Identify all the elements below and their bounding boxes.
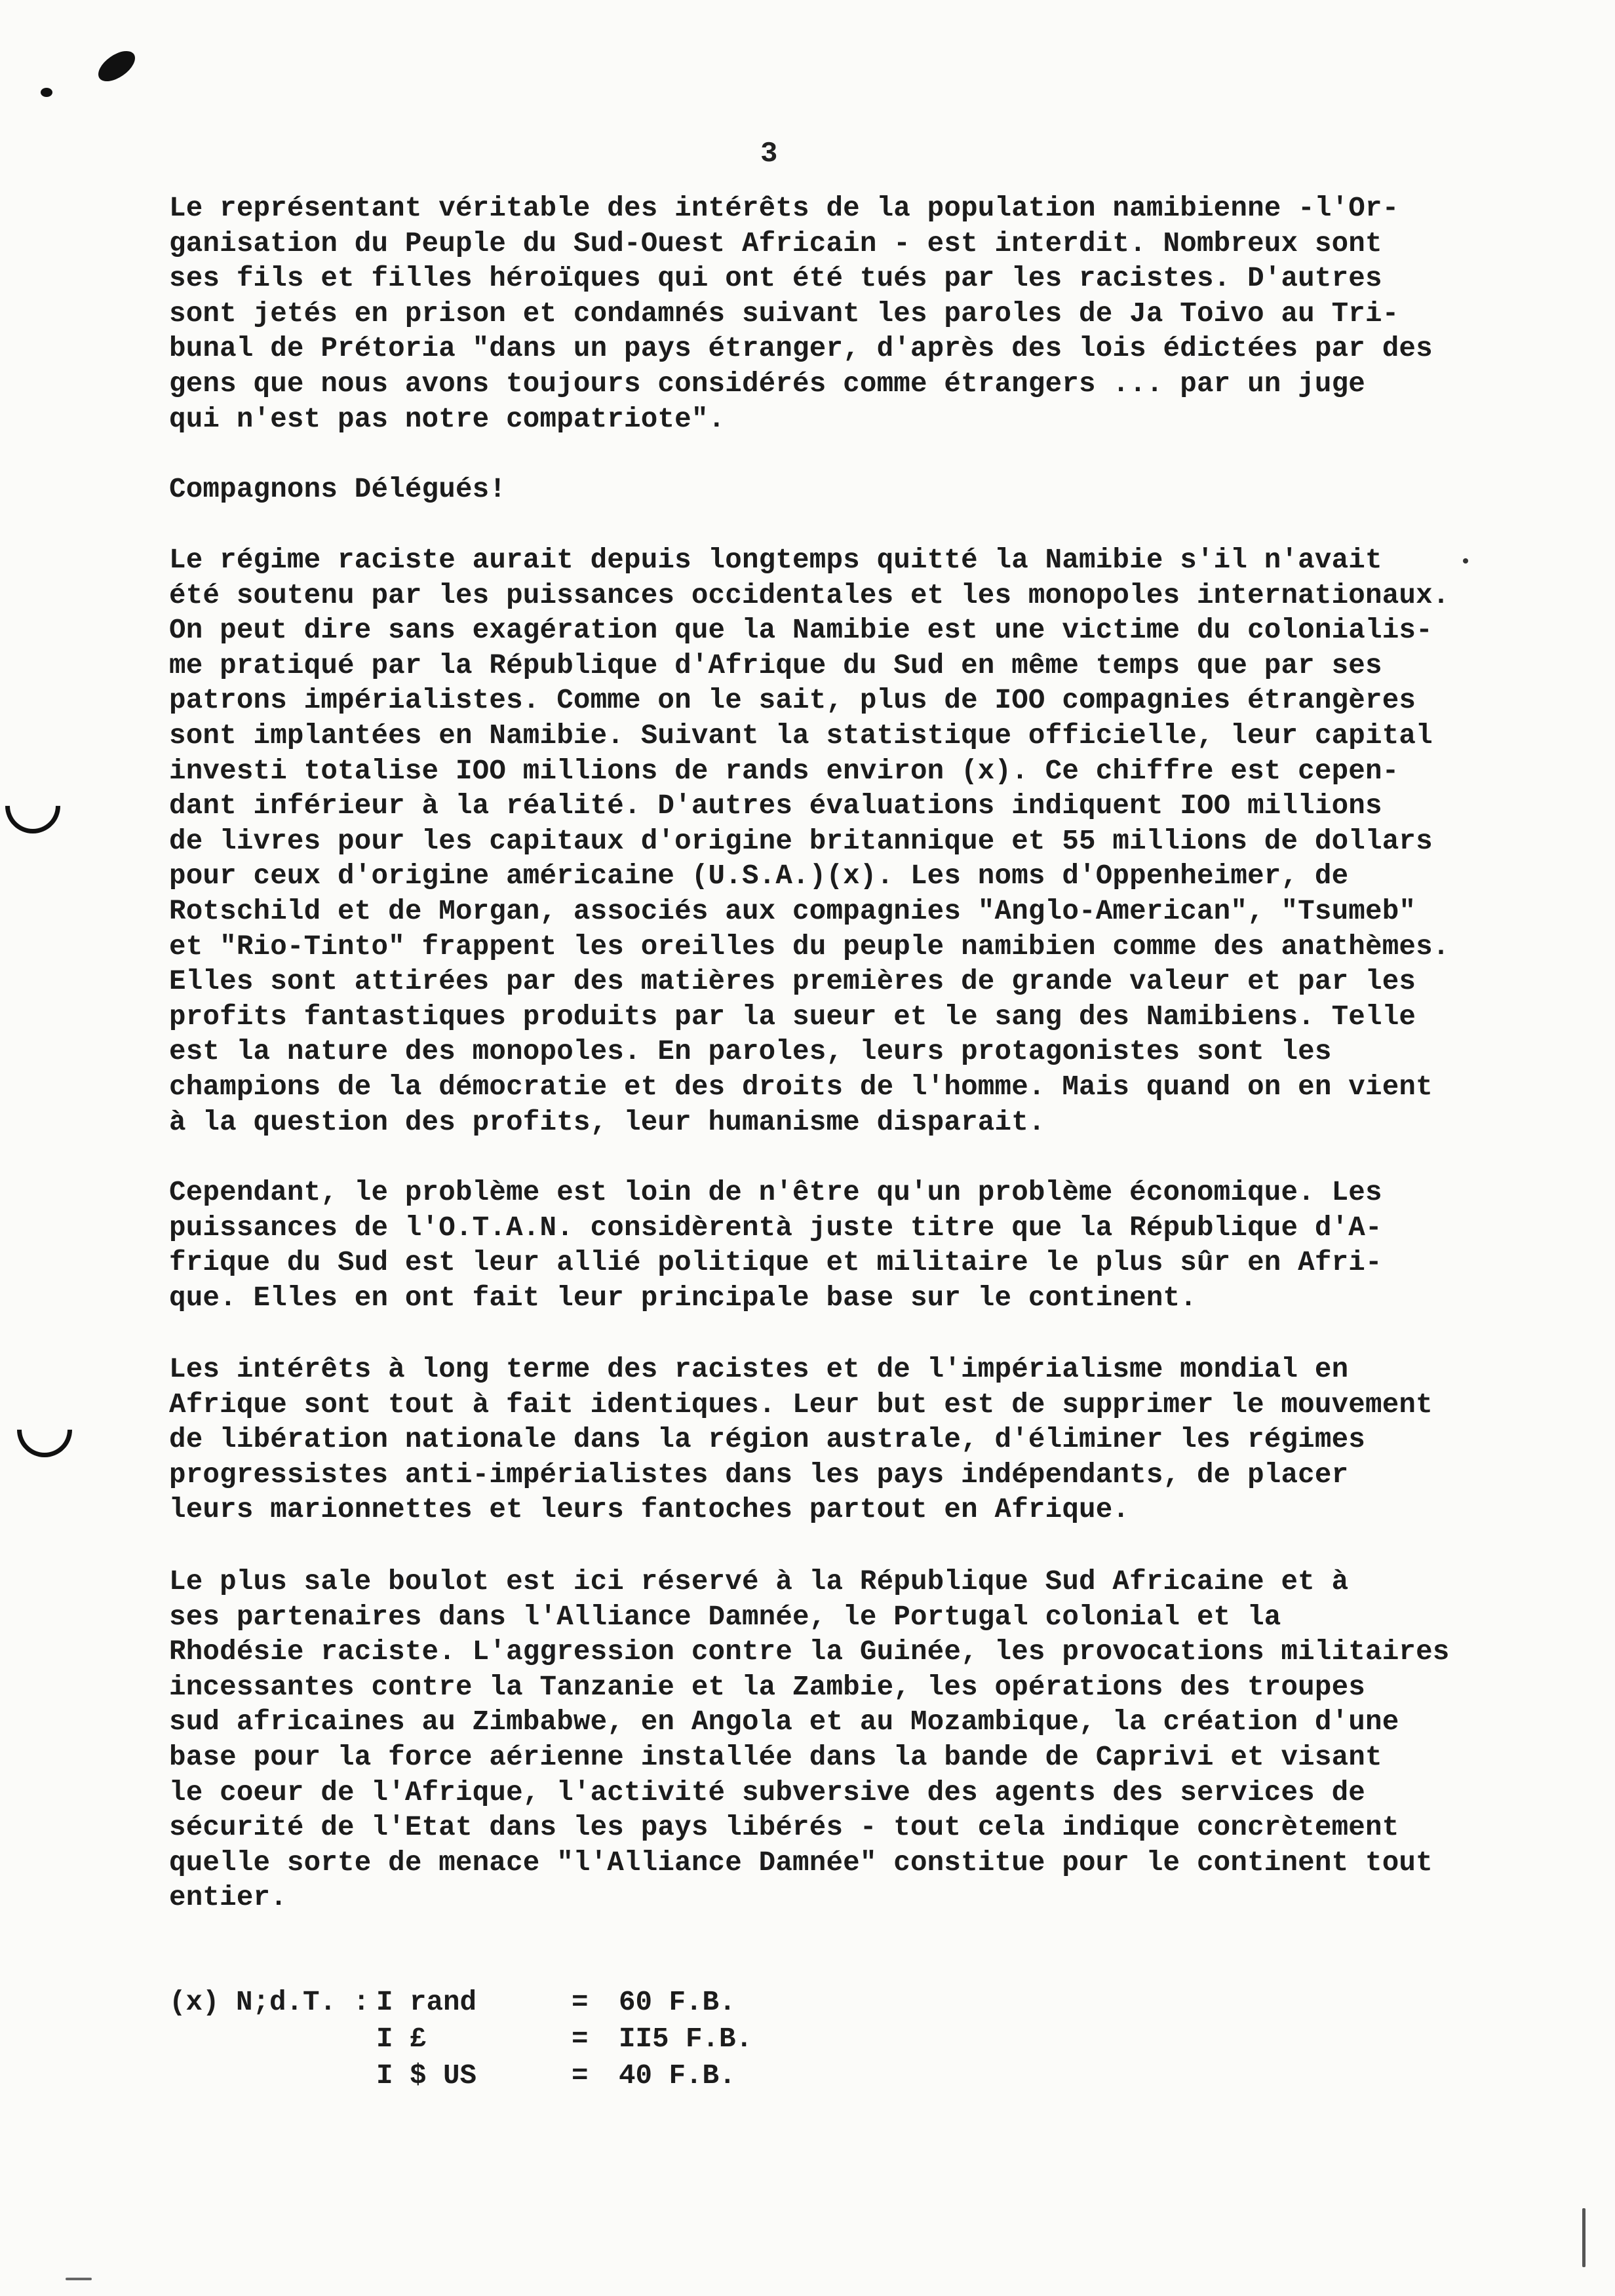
dust-speck	[66, 2278, 92, 2280]
text-line: Le régime raciste aurait depuis longtemps quitté la Namibie s'il n'avait	[169, 545, 1382, 576]
text-line: ses fils et filles héroïques qui ont été tués par les racistes. D'autres	[169, 263, 1382, 295]
text-line: On peut dire sans exagération que la Namibie est une victime du colonialis-	[169, 615, 1433, 647]
text-line: été soutenu par les puissances occidentales et les monopoles internationaux.	[169, 579, 1450, 611]
text-line: entier.	[169, 1882, 287, 1914]
text-line: bunal de Prétoria "dans un pays étranger, d'après des lois édictées par des	[169, 333, 1433, 365]
text-line: profits fantastiques produits par la sueur et le sang des Namibiens. Telle	[169, 1001, 1416, 1033]
text-line: Rotschild et de Morgan, associés aux compagnies "Anglo-American", "Tsumeb"	[169, 895, 1416, 927]
footnote-value: 40 F.B.	[619, 2060, 736, 2092]
text-line: frique du Sud est leur allié politique et militaire le plus sûr en Afri-	[169, 1247, 1382, 1279]
footnote-value: II5 F.B.	[619, 2023, 753, 2055]
text-line: pour ceux d'origine américaine (U.S.A.)(x). Les noms d'Oppenheimer, de	[169, 860, 1349, 892]
text-line: leurs marionnettes et leurs fantoches partout en Afrique.	[169, 1494, 1130, 1526]
text-line: champions de la démocratie et des droits de l'homme. Mais quand on en vient	[169, 1071, 1433, 1103]
text-line: le coeur de l'Afrique, l'activité subversive des agents des services de	[169, 1776, 1365, 1808]
margin-mark-bottom	[6, 1391, 84, 1469]
text-line: progressistes anti-impérialistes dans les pays indépendants, de placer	[169, 1459, 1349, 1491]
footnote-unit: I rand	[376, 1987, 477, 2018]
text-line: investi totalise IOO millions de rands environ (x). Ce chiffre est cepen-	[169, 755, 1399, 787]
text-line: Le plus sale boulot est ici réservé à la République Sud Africaine et à	[169, 1566, 1349, 1598]
footnote-equals: =	[572, 2060, 589, 2092]
footnote-unit: I $ US	[376, 2060, 477, 2092]
text-line: Le représentant véritable des intérêts de la population namibienne -l'Or-	[169, 193, 1399, 224]
text-line: Elles sont attirées par des matières premières de grande valeur et par les	[169, 966, 1416, 998]
text-line: à la question des profits, leur humanisme disparait.	[169, 1106, 1045, 1138]
text-line: Les intérêts à long terme des racistes et de l'impérialisme mondial en	[169, 1354, 1349, 1385]
footnote-value: 60 F.B.	[619, 1987, 736, 2018]
text-line: base pour la force aérienne installée dans la bande de Caprivi et visant	[169, 1741, 1382, 1773]
text-line: gens que nous avons toujours considérés comme étrangers ... par un juge	[169, 368, 1365, 400]
salutation	[169, 472, 1428, 508]
footnote-row	[169, 1984, 825, 2021]
page-number: 3	[760, 138, 778, 170]
footnote-currency	[169, 1984, 825, 2094]
text-line: est la nature des monopoles. En paroles, leurs protagonistes sont les	[169, 1036, 1332, 1068]
text-line: et "Rio-Tinto" frappent les oreilles du peuple namibien comme des anathèmes.	[169, 930, 1450, 963]
footnote-equals: =	[572, 1987, 589, 2018]
dust-speck	[1582, 2208, 1586, 2267]
text-line: que. Elles en ont fait leur principale base sur le continent.	[169, 1282, 1197, 1314]
paragraph-alliance	[169, 1565, 1450, 1916]
footnote-unit: I £	[376, 2023, 427, 2055]
footnote-equals: =	[572, 2023, 589, 2055]
footnote-marker: (x) N;d.T. :	[169, 1987, 370, 2018]
text-line: quelle sorte de menace "l'Alliance Damnée" constitue pour le continent tout	[169, 1846, 1433, 1879]
text-line: ganisation du Peuple du Sud-Ouest Africain - est interdit. Nombreux sont	[169, 227, 1382, 259]
text-line: de libération nationale dans la région australe, d'éliminer les régimes	[169, 1424, 1365, 1456]
text-line: patrons impérialistes. Comme on le sait, plus de IOO compagnies étrangères	[169, 685, 1416, 717]
text-line: Compagnons Délégués!	[169, 474, 507, 505]
ink-speck	[41, 88, 52, 97]
text-line: incessantes contre la Tanzanie et la Zambie, les opérations des troupes	[169, 1671, 1365, 1703]
margin-mark-top	[0, 767, 71, 845]
text-line: qui n'est pas notre compatriote".	[169, 403, 726, 435]
text-line: de livres pour les capitaux d'origine britannique et 55 millions de dollars	[169, 825, 1433, 857]
text-line: dant inférieur à la réalité. D'autres évaluations indiquent IOO millions	[169, 790, 1382, 822]
ink-blot	[93, 45, 140, 88]
footnote-row	[169, 2057, 825, 2094]
text-line: sont implantées en Namibie. Suivant la statistique officielle, leur capital	[169, 719, 1433, 752]
footnote-row	[169, 2021, 825, 2057]
paragraph-intro	[169, 191, 1433, 437]
text-line: puissances de l'O.T.A.N. considèrentà juste titre que la République d'A-	[169, 1212, 1382, 1244]
paragraph-otan	[169, 1176, 1428, 1316]
text-line: Rhodésie raciste. L'aggression contre la Guinée, les provocations militaires	[169, 1636, 1450, 1668]
text-line: me pratiqué par la République d'Afrique du Sud en même temps que par ses	[169, 649, 1382, 681]
text-line: sud africaines au Zimbabwe, en Angola et au Mozambique, la création d'une	[169, 1706, 1399, 1738]
text-line: sécurité de l'Etat dans les pays libérés - tout cela indique concrètement	[169, 1812, 1399, 1844]
paragraph-monopoles	[169, 543, 1450, 1140]
paragraph-interets	[169, 1352, 1433, 1528]
text-line: Afrique sont tout à fait identiques. Leur but est de supprimer le mouvement	[169, 1388, 1433, 1421]
dust-speck	[1463, 558, 1468, 564]
text-line: sont jetés en prison et condamnés suivant les paroles de Ja Toivo au Tri-	[169, 297, 1399, 330]
text-line: Cependant, le problème est loin de n'être qu'un problème économique. Les	[169, 1177, 1382, 1208]
text-line: ses partenaires dans l'Alliance Damnée, le Portugal colonial et la	[169, 1601, 1281, 1633]
